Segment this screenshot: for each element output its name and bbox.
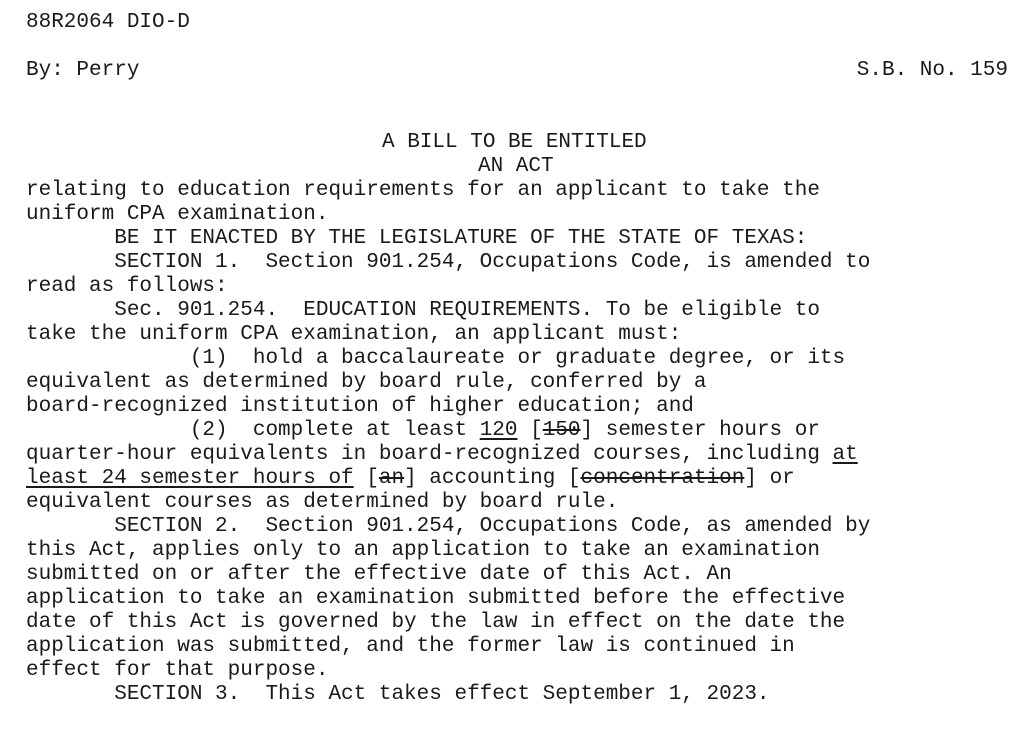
inserted-text: least 24 semester hours of: [26, 467, 354, 490]
section-2-line: date of this Act is governed by the law in effect on the date the: [26, 611, 846, 634]
section-2-line: application was submitted, and the former law is continued in: [26, 635, 795, 658]
line-text: ] semester hours or: [580, 419, 820, 442]
bill-number: S.B. No. 159: [856, 59, 1008, 82]
caption-line: uniform CPA examination.: [26, 203, 329, 226]
statute-line: board-recognized institution of higher education; and: [26, 395, 694, 418]
section-2-line: application to take an examination submitted before the effective: [26, 587, 846, 610]
statute-line-amended: [26, 467, 795, 491]
inserted-text: at: [832, 443, 858, 466]
section-2-line: SECTION 2. Section 901.254, Occupations Code, as amended by: [26, 515, 871, 538]
deleted-text: an: [378, 467, 405, 490]
statute-line: Sec. 901.254. EDUCATION REQUIREMENTS. To be eligible to: [26, 299, 820, 322]
enacting-clause: BE IT ENACTED BY THE LEGISLATURE OF THE STATE OF TEXAS:: [26, 227, 808, 250]
section-2-line: effect for that purpose.: [26, 659, 329, 682]
bill-author: By: Perry: [26, 59, 140, 82]
line-text: (2) complete at least: [26, 419, 480, 442]
statute-line: equivalent as determined by board rule, conferred by a: [26, 371, 707, 394]
inserted-text: 120: [479, 419, 518, 442]
statute-line-amended: [26, 443, 858, 467]
bill-title: A BILL TO BE ENTITLED: [382, 131, 647, 154]
line-text: quarter-hour equivalents in board-recognized courses, including: [26, 443, 833, 466]
line-text: [: [353, 467, 379, 490]
deleted-text: concentration: [580, 467, 745, 490]
line-text: ] accounting [: [404, 467, 581, 490]
statute-line: take the uniform CPA examination, an applicant must:: [26, 323, 682, 346]
line-text: ] or: [744, 467, 795, 490]
statute-line-amended: [26, 419, 820, 443]
caption-line: relating to education requirements for an applicant to take the: [26, 179, 820, 202]
doc-id: 88R2064 DIO-D: [26, 11, 190, 34]
statute-line: equivalent courses as determined by board rule.: [26, 491, 619, 514]
section-2-line: this Act, applies only to an application to take an examination: [26, 539, 820, 562]
section-3-line: SECTION 3. This Act takes effect September 1, 2023.: [26, 683, 770, 706]
section-1-line: SECTION 1. Section 901.254, Occupations Code, is amended to: [26, 251, 871, 274]
act-heading: AN ACT: [478, 155, 554, 178]
section-1-line: read as follows:: [26, 275, 228, 298]
line-text: [: [517, 419, 543, 442]
section-2-line: submitted on or after the effective date of this Act. An: [26, 563, 732, 586]
statute-line: (1) hold a baccalaureate or graduate degree, or its: [26, 347, 846, 370]
deleted-text: 150: [542, 419, 581, 442]
